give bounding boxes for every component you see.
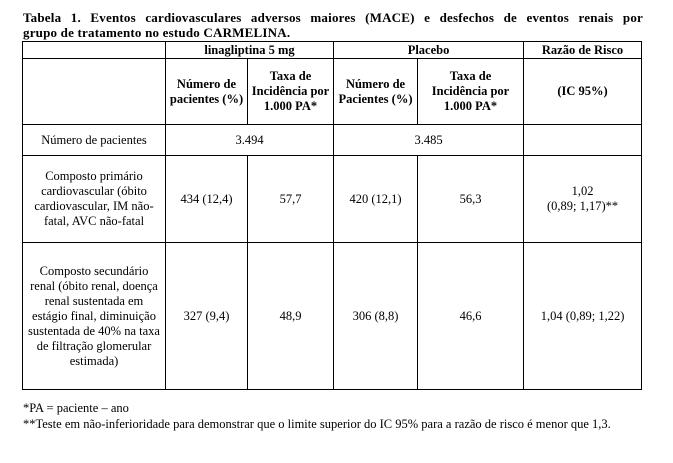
header-lina-num-pacientes: Número de pacientes (%) <box>166 59 248 125</box>
table-row-numero-pacientes <box>23 125 642 156</box>
header-lina-taxa-incidencia: Taxa de Incidência por 1.000 PA* <box>248 59 334 125</box>
header-placebo-taxa-incidencia: Taxa de Incidência por 1.000 PA* <box>418 59 524 125</box>
cell-rr: 1,04 (0,89; 1,22) <box>524 243 642 390</box>
footnotes <box>23 400 641 432</box>
cell-rr-value: 1,02 <box>571 184 594 198</box>
table-title-line-1: Tabela 1. Eventos cardiovasculares adversos maiores (MACE) e desfechos de eventos renais por <box>23 10 643 25</box>
cell-lina-taxa: 48,9 <box>248 243 334 390</box>
header-empty-cell-2 <box>23 59 166 125</box>
cell-placebo-n: 3.485 <box>334 125 524 156</box>
cell-rr <box>524 156 642 243</box>
header-ic-95: (IC 95%) <box>524 59 642 125</box>
footnote-pa: *PA = paciente – ano <box>23 401 129 415</box>
row-label: Composto secundário renal (óbito renal, doença renal sustentada em estágio final, diminuição sustentada de 40% na taxa de filtração glomerular estimada) <box>23 243 166 390</box>
row-label: Composto primário cardiovascular (óbito cardiovascular, IM não-fatal, AVC não-fatal <box>23 156 166 243</box>
cell-rr-ci: (0,89; 1,17)** <box>546 199 619 213</box>
cell-rr-empty <box>524 125 642 156</box>
cell-placebo-n: 420 (12,1) <box>334 156 418 243</box>
table-row-composto-cardiovascular <box>23 156 642 243</box>
table-title <box>23 10 643 40</box>
mace-table <box>22 41 642 390</box>
cell-lina-n: 434 (12,4) <box>166 156 248 243</box>
header-placebo-num-pacientes: Número de Pacientes (%) <box>334 59 418 125</box>
header-group-placebo: Placebo <box>334 42 524 59</box>
cell-placebo-taxa: 46,6 <box>418 243 524 390</box>
header-group-linagliptina: linagliptina 5 mg <box>166 42 334 59</box>
table-title-line-2: grupo de tratamento no estudo CARMELINA. <box>23 25 291 40</box>
header-row-columns <box>23 59 642 125</box>
table-row-composto-renal <box>23 243 642 390</box>
header-group-razao-risco: Razão de Risco <box>524 42 642 59</box>
cell-lina-n: 3.494 <box>166 125 334 156</box>
cell-lina-taxa: 57,7 <box>248 156 334 243</box>
cell-lina-n: 327 (9,4) <box>166 243 248 390</box>
header-row-groups <box>23 42 642 59</box>
cell-placebo-taxa: 56,3 <box>418 156 524 243</box>
footnote-non-inferiority: **Teste em não-inferioridade para demonstrar que o limite superior do IC 95% para a razão de risco é menor que 1,3. <box>23 417 611 431</box>
header-empty-cell <box>23 42 166 59</box>
row-label: Número de pacientes <box>23 125 166 156</box>
cell-placebo-n: 306 (8,8) <box>334 243 418 390</box>
